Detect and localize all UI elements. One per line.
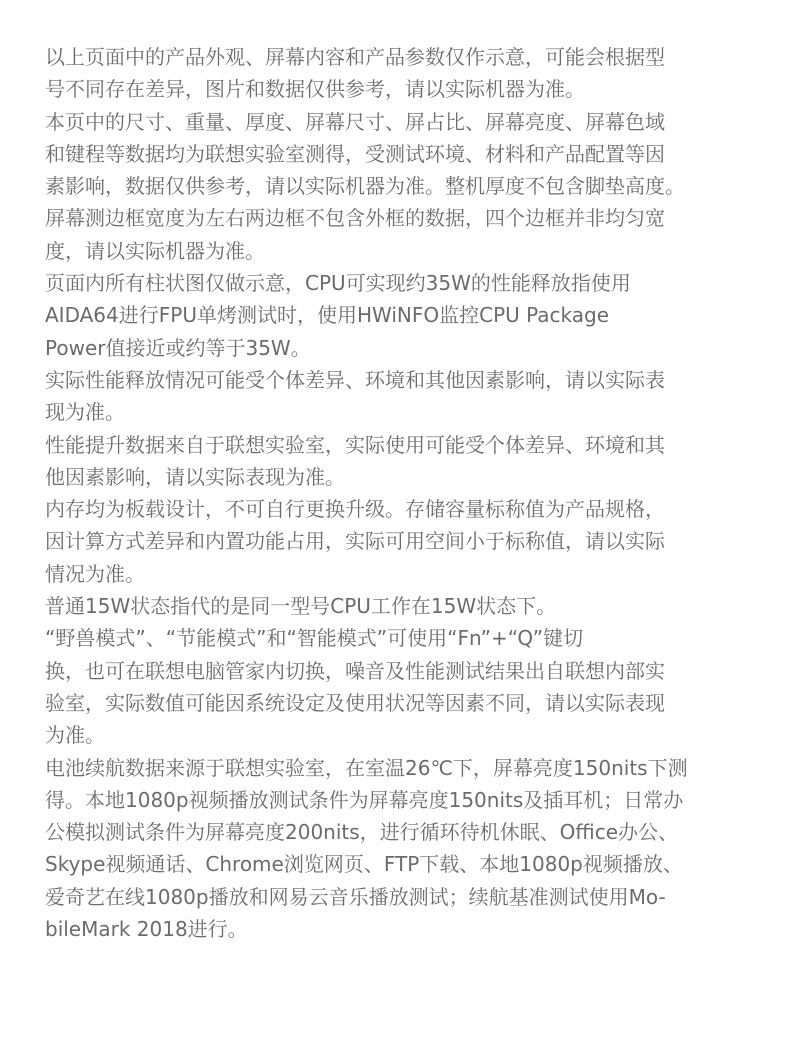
note-line: 公模拟测试条件为屏幕亮度200nits，进行循环待机休眠、Office办公、: [45, 820, 679, 845]
note-line: “野兽模式”、“节能模式”和“智能模式”可使用“Fn”+“Q”键切: [45, 626, 584, 651]
note-line: 内存均为板载设计，不可自行更换升级。存储容量标称值为产品规格，: [45, 497, 665, 522]
note-line: 因计算方式差异和内置功能占用，实际可用空间小于标称值，请以实际: [45, 529, 665, 554]
note-15w-state: [45, 590, 745, 622]
note-line: 电池续航数据来源于联想实验室，在室温26℃下，屏幕亮度150nits下测: [45, 755, 688, 780]
note-performance-gain: [45, 429, 745, 494]
note-line: bileMark 2018进行。: [45, 917, 248, 942]
note-performance-release: [45, 364, 745, 429]
note-line: 素影响，数据仅供参考，请以实际机器为准。整机厚度不包含脚垫高度。: [45, 174, 685, 199]
note-line: Power值接近或约等于35W。: [45, 335, 311, 360]
note-line: 情况为准。: [45, 561, 145, 586]
note-performance-modes: [45, 622, 745, 751]
note-line: 度，请以实际机器为准。: [45, 238, 265, 263]
note-cpu-performance: [45, 267, 745, 364]
note-line: 普通15W状态指代的是同一型号CPU工作在15W状态下。: [45, 594, 557, 619]
note-bezel-width: [45, 202, 745, 267]
note-line: 换，也可在联想电脑管家内切换，噪音及性能测试结果出自联想内部实: [45, 658, 665, 683]
note-line: 号不同存在差异，图片和数据仅供参考，请以实际机器为准。: [45, 77, 585, 102]
note-line: 爱奇艺在线1080p播放和网易云音乐播放测试；续航基准测试使用Mo-: [45, 884, 666, 909]
note-battery-life: [45, 752, 745, 946]
note-line: 屏幕测边框宽度为左右两边框不包含外框的数据，四个边框并非均匀宽: [45, 206, 665, 231]
note-line: Skype视频通话、Chrome浏览网页、FTP下载、本地1080p视频播放、: [45, 852, 683, 877]
note-line: 实际性能释放情况可能受个体差异、环境和其他因素影响，请以实际表: [45, 367, 665, 392]
note-line: 现为准。: [45, 400, 125, 425]
note-line: 为准。: [45, 723, 105, 748]
disclaimer-notes: [45, 41, 745, 945]
note-line: 页面内所有柱状图仅做示意，CPU可实现约35W的性能释放指使用: [45, 271, 631, 296]
note-line: 和键程等数据均为联想实验室测得，受测试环境、材料和产品配置等因: [45, 141, 665, 166]
note-display-disclaimer: [45, 41, 745, 106]
note-memory-storage: [45, 493, 745, 590]
note-line: 验室，实际数值可能因系统设定及使用状况等因素不同，请以实际表现: [45, 690, 665, 715]
note-line: 性能提升数据来自于联想实验室，实际使用可能受个体差异、环境和其: [45, 432, 665, 457]
note-line: 以上页面中的产品外观、屏幕内容和产品参数仅作示意，可能会根据型: [45, 45, 665, 69]
note-measurements: [45, 106, 745, 203]
note-line: 他因素影响，请以实际表现为准。: [45, 464, 345, 489]
note-line: 本页中的尺寸、重量、厚度、屏幕尺寸、屏占比、屏幕亮度、屏幕色域: [45, 109, 665, 134]
note-line: 得。本地1080p视频播放测试条件为屏幕亮度150nits及插耳机；日常办: [45, 787, 684, 812]
note-line: AIDA64进行FPU单烤测试时，使用HWiNFO监控CPU Package: [45, 303, 610, 328]
